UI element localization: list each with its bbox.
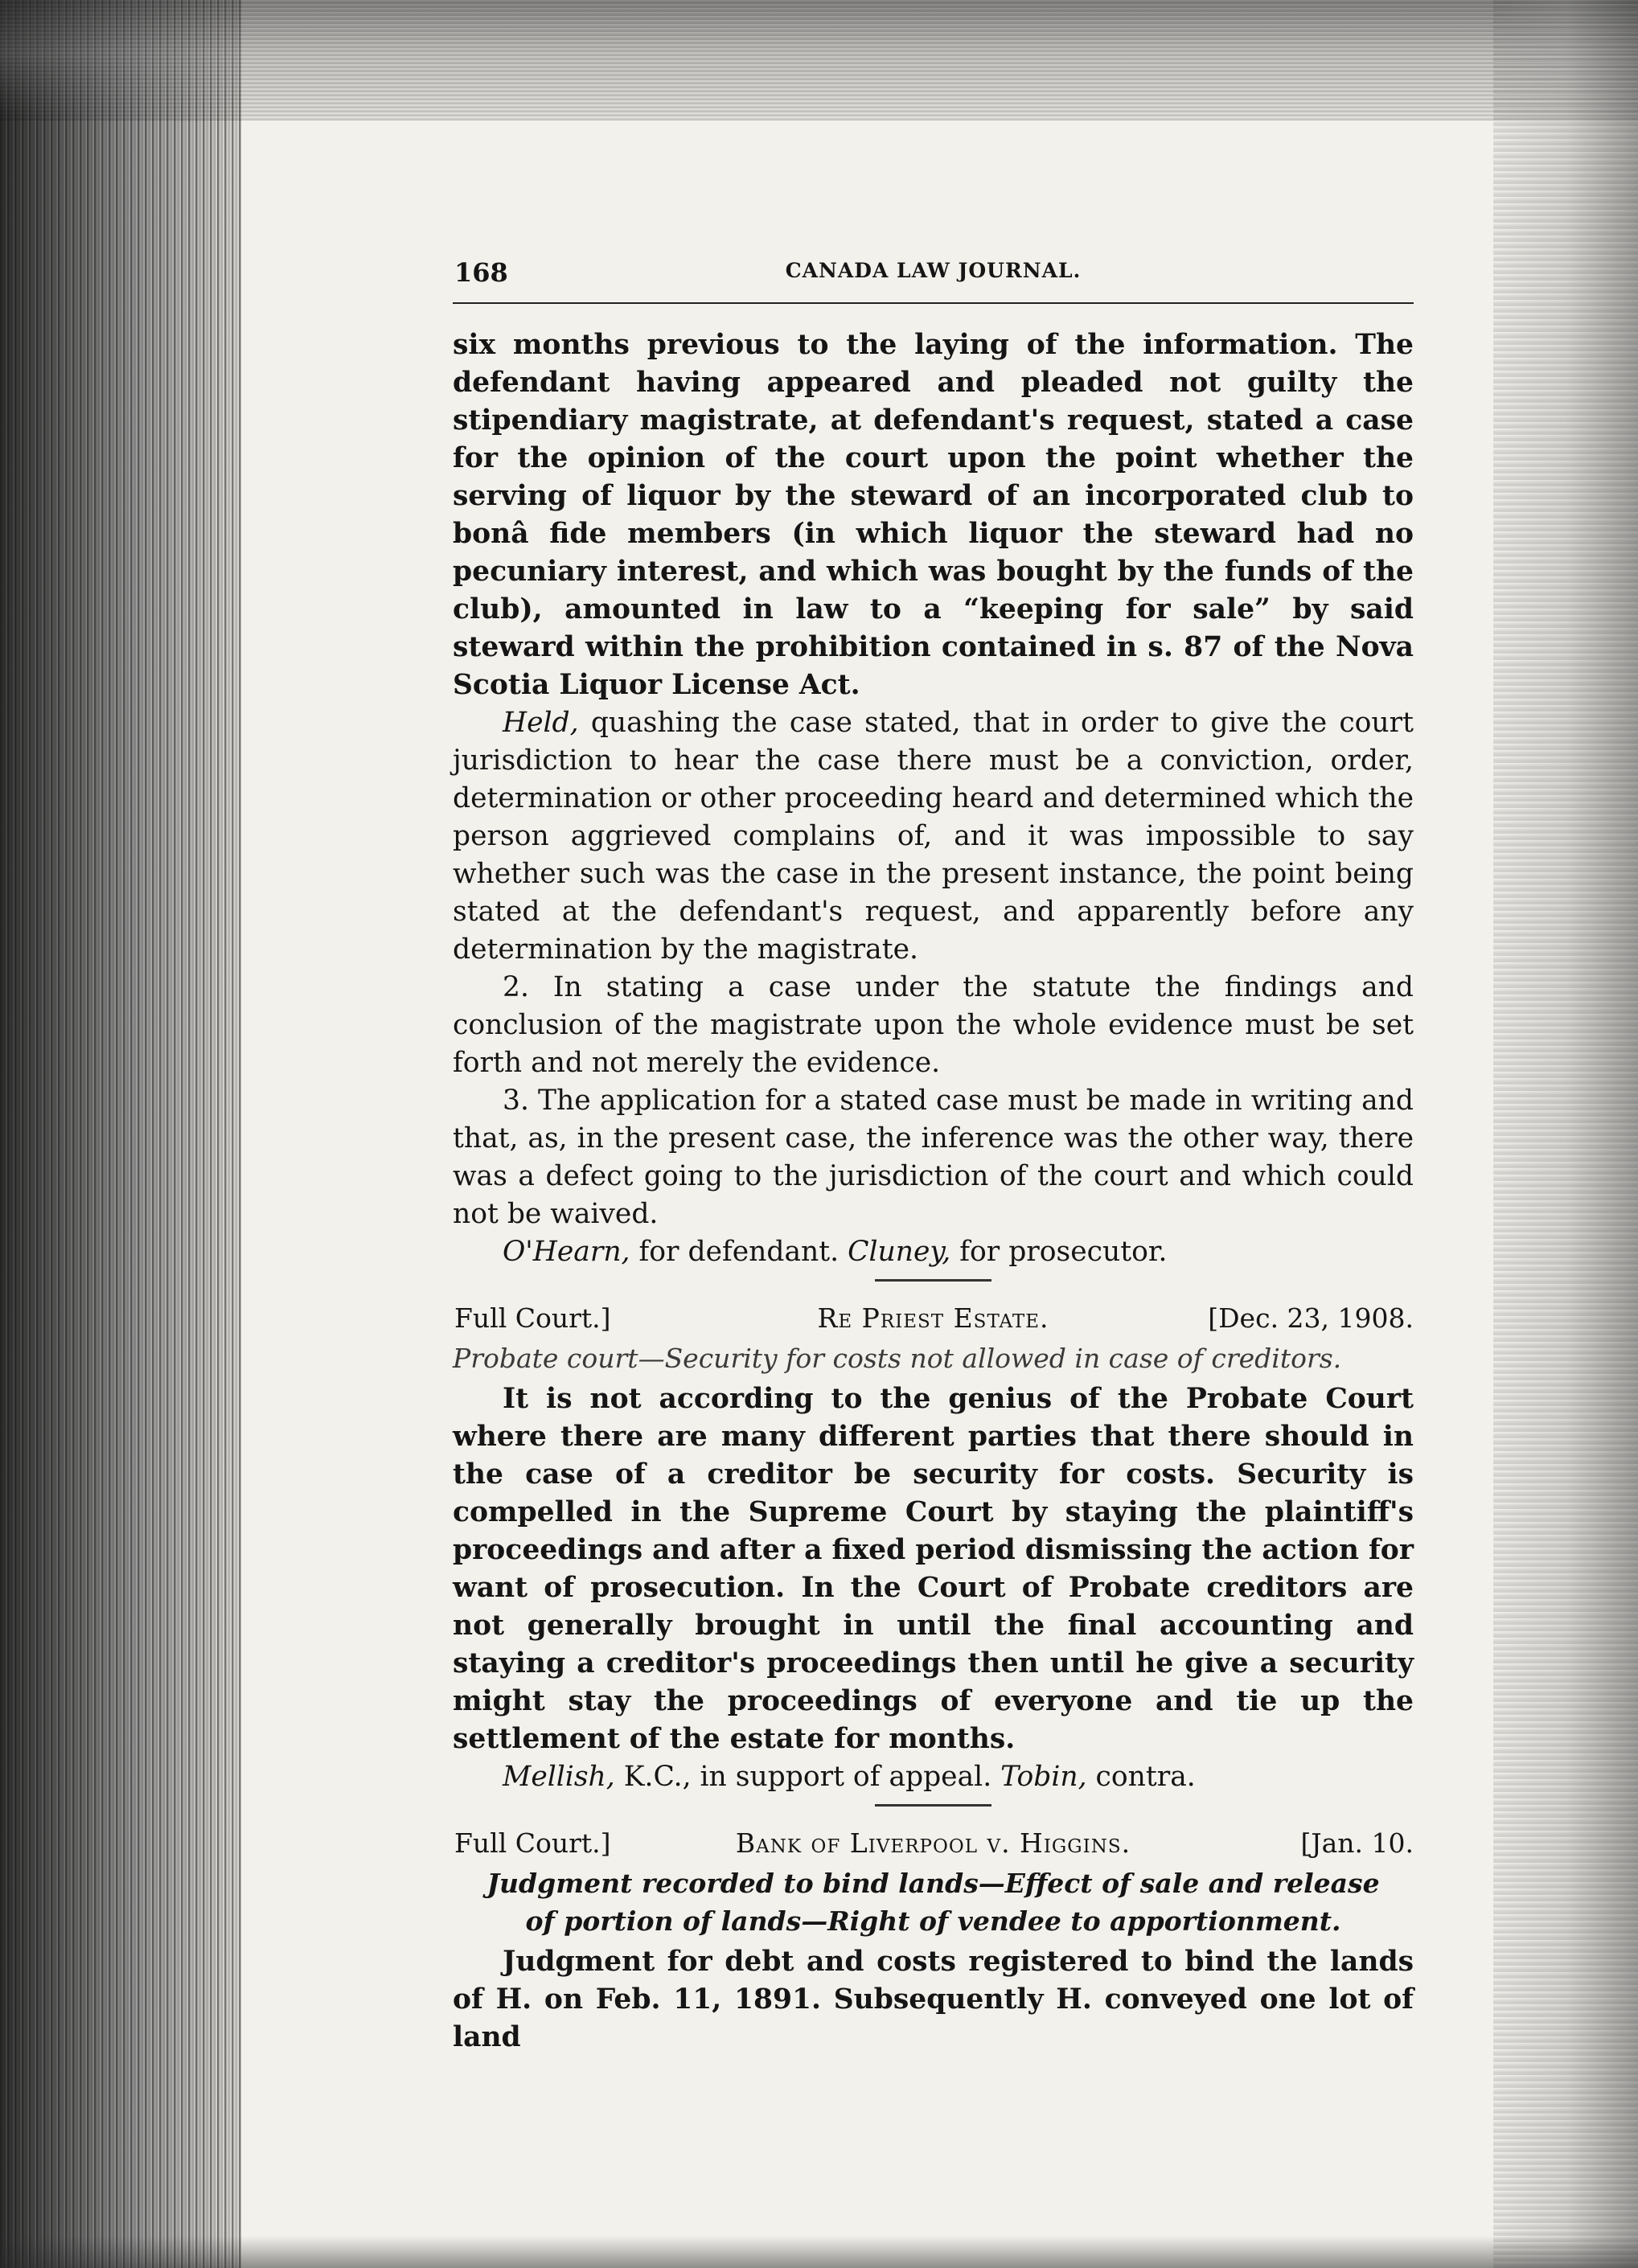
journal-title: CANADA LAW JOURNAL. xyxy=(785,259,1082,282)
header-rule xyxy=(453,302,1414,304)
case-one-held xyxy=(453,704,1414,969)
case-date: [Dec. 23, 1908. xyxy=(1208,1302,1414,1334)
page-number: 168 xyxy=(454,257,508,288)
case-two-counsel xyxy=(453,1758,1414,1796)
case-one-point-three: 3. The application for a stated case must be made in writing and that, as, in the present case, the inference was the other way, there was a defect going to the jurisdiction of the court and which could not be waived. xyxy=(453,1085,1414,1230)
case-one xyxy=(453,326,1414,1271)
journal-page xyxy=(453,257,1414,2057)
case-three-body: Judgment for debt and costs registered to bind the lands of H. on Feb. 11, 1891. Subsequently H. conveyed one lot of land xyxy=(453,1946,1414,2053)
scan-edge-bottom xyxy=(0,2236,1638,2268)
case-three-headnote: Judgment recorded to bind lands—Effect of sale and release of portion of lands—Right of vendee to apportionment. xyxy=(486,1868,1380,1937)
case-two-headnote: Probate court—Security for costs not allowed in case of creditors. xyxy=(453,1343,1342,1374)
held-text: quashing the case stated, that in order to give the court jurisdiction to hear the case there must be a conviction, order, determination or other proceeding heard and determined which the person aggrieved complains of, and it was impossible to say whether such was the case in the present instance, the point being stated at the defendant's request, and apparently before any determination by the magistrate. xyxy=(453,707,1414,966)
case-court: Full Court.] xyxy=(454,1827,611,1859)
case-two xyxy=(453,1380,1414,1796)
running-head xyxy=(453,257,1414,296)
held-label: Held, xyxy=(503,707,579,739)
case-two-heading xyxy=(453,1299,1414,1339)
counsel-name: Cluney, xyxy=(848,1236,951,1268)
case-date: [Jan. 10. xyxy=(1300,1827,1414,1859)
case-court: Full Court.] xyxy=(454,1302,611,1334)
counsel-name: O'Hearn, xyxy=(503,1236,630,1268)
case-one-counsel xyxy=(453,1233,1414,1271)
scan-edge-right xyxy=(1493,0,1638,2268)
case-three xyxy=(453,1943,1414,2057)
case-three-heading xyxy=(453,1824,1414,1864)
section-divider xyxy=(875,1279,991,1282)
case-title: Bank of Liverpool v. Higgins. xyxy=(735,1827,1131,1859)
counsel-name: Mellish, xyxy=(503,1761,615,1793)
scan-edge-top xyxy=(0,0,1638,121)
case-one-point-two: 2. In stating a case under the statute the findings and conclusion of the magistrate upon the whole evidence must be set forth and not merely the evidence. xyxy=(453,971,1414,1079)
counsel-role: for prosecutor. xyxy=(950,1236,1168,1268)
counsel-name: Tobin, xyxy=(1000,1761,1087,1793)
case-two-body: It is not according to the genius of the Probate Court where there are many different parties that there should in the case of a creditor be security for costs. Security is compelled in the Supreme Court by staying the plaintiff's proceedings and after a fixed period dismissing the action for want of prosecution. In the Court of Probate creditors are not generally brought in until the final accounting and staying a creditor's proceedings then until he give a security might stay the proceedings of everyone and tie up the settlement of the estate for months. xyxy=(453,1383,1414,1755)
case-one-facts: six months previous to the laying of the information. The defendant having appeared and pleaded not guilty the stipendiary magistrate, at defendant's request, stated a case for the opinion of the court upon the point whether the serving of liquor by the steward of an incorporated club to bonâ fide members (in which liquor the steward had no pecuniary interest, and which was bought by the funds of the club), amounted in law to a “keeping for sale” by said steward within the prohibition contained in s. 87 of the Nova Scotia Liquor License Act. xyxy=(453,329,1414,701)
counsel-role: for defendant. xyxy=(630,1236,848,1268)
section-divider xyxy=(875,1804,991,1807)
counsel-role: K.C., in support of appeal. xyxy=(614,1761,1001,1793)
counsel-role: contra. xyxy=(1086,1761,1196,1793)
scan-edge-left xyxy=(0,0,241,2268)
case-title: Re Priest Estate. xyxy=(817,1302,1049,1334)
